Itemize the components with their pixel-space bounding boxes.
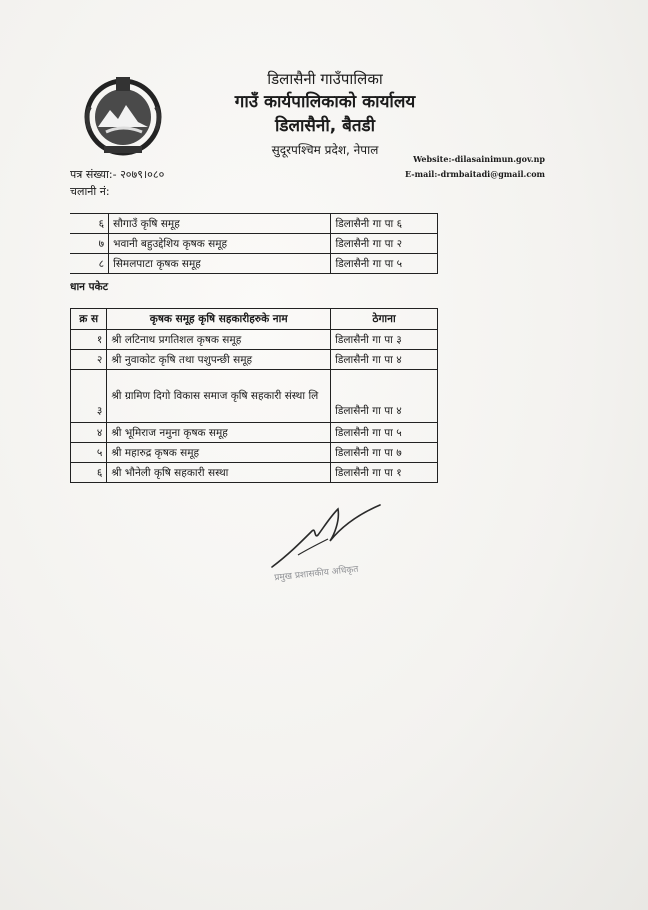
group-address: डिलासैनी गा पा ४	[331, 350, 438, 370]
table-row	[71, 234, 438, 254]
group-address: डिलासैनी गा पा ६	[331, 214, 438, 234]
group-name: श्री नुवाकोट कृषि तथा पशुपन्छी समूह	[107, 350, 331, 370]
group-name: श्री भूमिराज नमुना कृषक समूह	[107, 423, 331, 443]
group-address: डिलासैनी गा पा १	[331, 463, 438, 483]
row-number: ४	[71, 423, 107, 443]
group-name: श्री ग्रामिण दिगो विकास समाज कृषि सहकारी संस्था लि	[107, 370, 331, 423]
row-number: ६	[71, 463, 107, 483]
table-row	[71, 254, 438, 274]
group-address: डिलासैनी गा पा ३	[331, 330, 438, 350]
contact-block	[400, 152, 545, 182]
table-row	[71, 214, 438, 234]
group-table-1	[70, 213, 438, 274]
group-address: डिलासैनी गा पा ५	[331, 254, 438, 274]
province-name: सुदूरपश्चिम प्रदेश, नेपाल	[271, 142, 379, 157]
nepal-emblem-logo	[80, 72, 166, 158]
group-name: श्री लटिनाथ प्रगतिशल कृषक समूह	[107, 330, 331, 350]
group-name: भवानी बहुउद्देशिय कृषक समूह	[109, 234, 331, 254]
table-row	[71, 370, 438, 423]
group-name: श्री महारुद्र कृषक समूह	[107, 443, 331, 463]
group-table-2	[70, 308, 438, 483]
table-header-row	[71, 309, 438, 330]
table-row	[71, 350, 438, 370]
dispatch-number: चलानी नं:	[70, 185, 110, 198]
official-stamp: प्रमुख प्रशासकीय अधिकृत	[273, 564, 359, 584]
row-number: ६	[71, 214, 109, 234]
group-address: डिलासैनी गा पा ४	[331, 370, 438, 423]
group-address: डिलासैनी गा पा २	[331, 234, 438, 254]
table-row	[71, 443, 438, 463]
letter-number: पत्र संख्या:- २०७९।०८०	[70, 168, 165, 181]
row-number: १	[71, 330, 107, 350]
table-row	[71, 330, 438, 350]
handwritten-signature	[268, 495, 388, 575]
group-name: सिमलपाटा कृषक समूह	[109, 254, 331, 274]
section-title-paddy-pocket: धान पकेट	[70, 281, 108, 293]
website-text: Website:-dilasainimun.gov.np	[413, 154, 545, 164]
office-name: गाउँ कार्यपालिकाको कार्यालय	[234, 92, 416, 112]
group-address: डिलासैनी गा पा ५	[331, 423, 438, 443]
row-number: ३	[71, 370, 107, 423]
row-number: ७	[71, 234, 109, 254]
row-number: ८	[71, 254, 109, 274]
office-header	[180, 70, 470, 157]
row-number: ५	[71, 443, 107, 463]
header-name: कृषक समूह कृषि सहकारीहरुके नाम	[107, 309, 331, 330]
header-address: ठेगाना	[331, 309, 438, 330]
table-row	[71, 463, 438, 483]
row-number: २	[71, 350, 107, 370]
reference-block	[70, 166, 164, 200]
group-name: श्री भौनेली कृषि सहकारी सस्था	[107, 463, 331, 483]
municipality-name: डिलासैनी गाउँपालिका	[267, 70, 383, 88]
email-text: E-mail:-drmbaitadi@gmail.com	[405, 169, 545, 179]
table-row	[71, 423, 438, 443]
office-location: डिलासैनी, बैतडी	[274, 116, 376, 137]
group-name: सौगाउँ कृषि समूह	[109, 214, 331, 234]
group-address: डिलासैनी गा पा ७	[331, 443, 438, 463]
header-serial: क्र स	[71, 309, 107, 330]
